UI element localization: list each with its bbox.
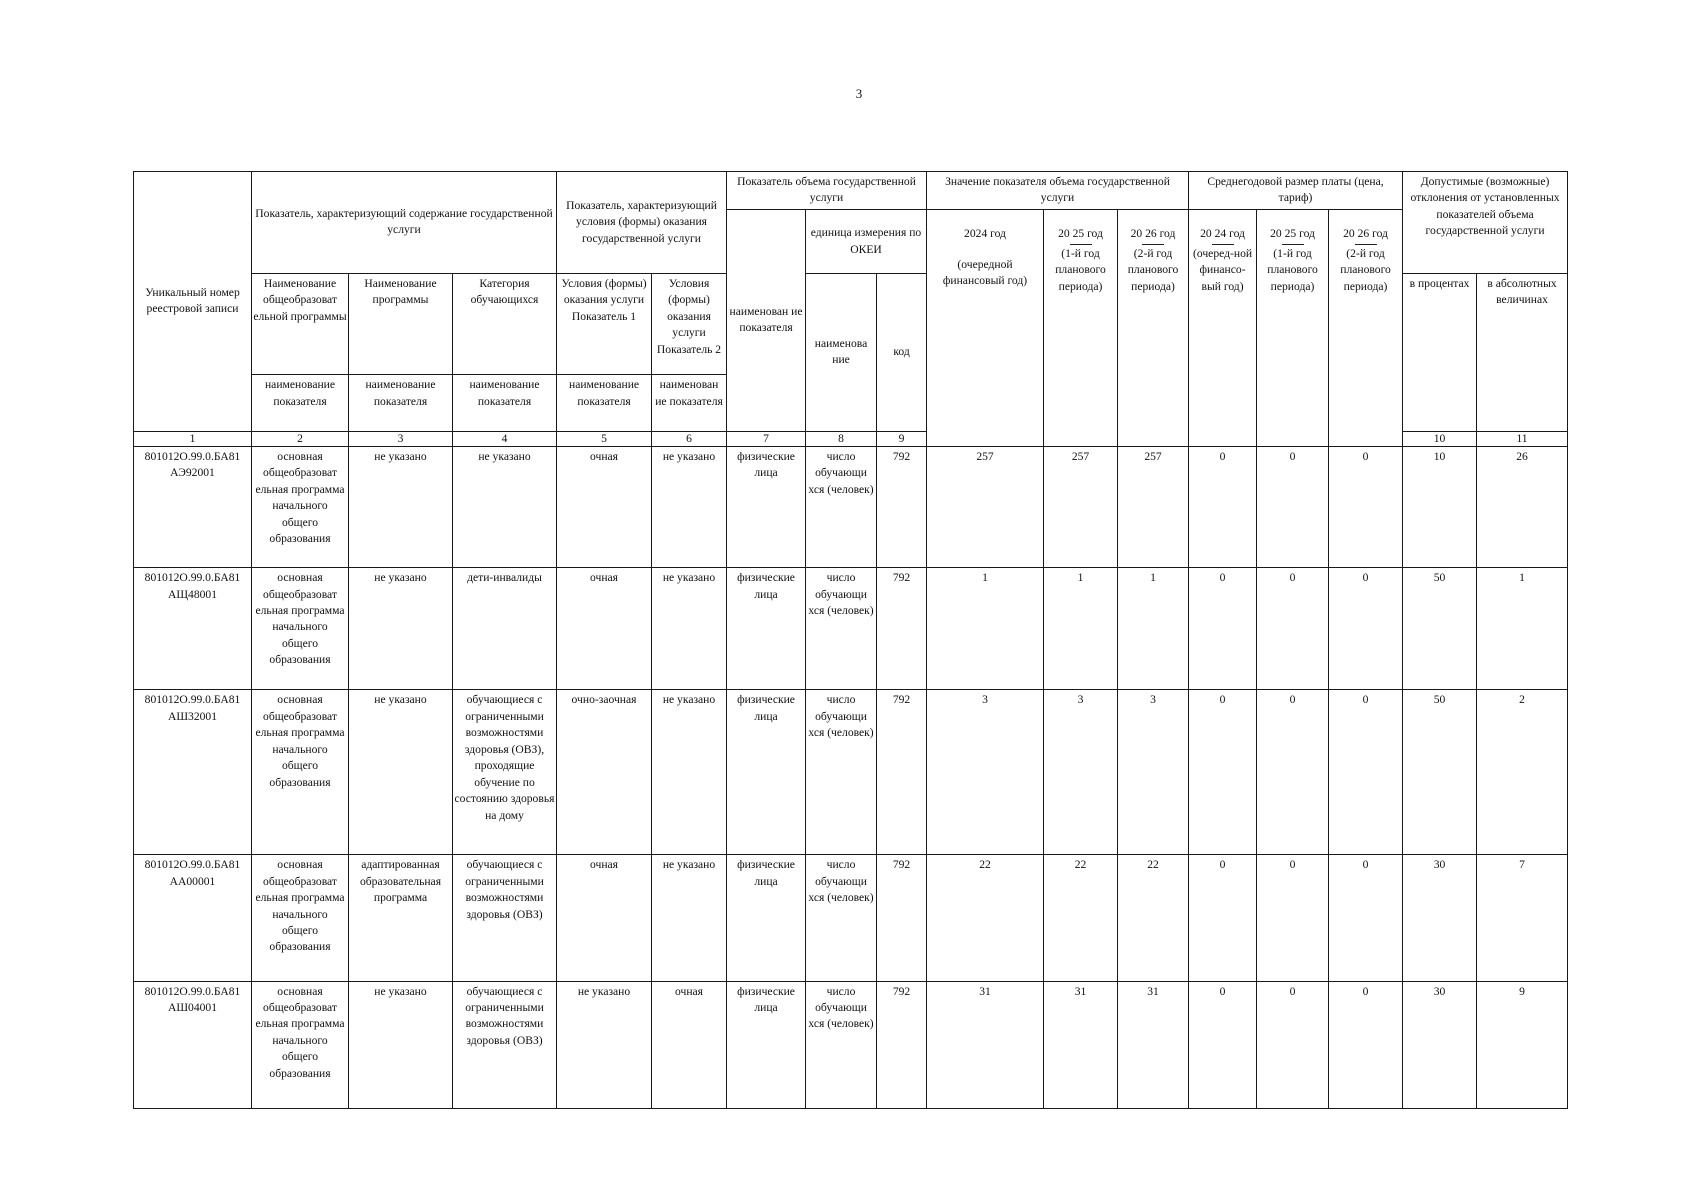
row-f2026: 0: [1329, 690, 1403, 855]
header-ind-name-2: наименование показателя: [349, 375, 453, 432]
header-fee-2024: [1189, 210, 1257, 447]
table-row: [134, 568, 1568, 690]
row-dev-abs: 7: [1477, 855, 1568, 981]
col-num-11: 11: [1477, 431, 1568, 446]
row-unit: число обучающи хся (человек): [806, 690, 877, 855]
header-indicator-name: наименован ие показателя: [727, 210, 806, 431]
table-row: [134, 446, 1568, 567]
row-f2024: 0: [1189, 981, 1257, 1108]
row-v2024: 257: [927, 446, 1044, 567]
row-f2024: 0: [1189, 690, 1257, 855]
row-f2025: 0: [1257, 446, 1329, 567]
row-f2026: 0: [1329, 981, 1403, 1108]
row-f2024: 0: [1189, 568, 1257, 690]
page-number: 3: [855, 86, 863, 101]
row-v2026: 1: [1118, 568, 1189, 690]
year-2024-label: 2024 год: [964, 227, 1006, 241]
row-f2025: 0: [1257, 855, 1329, 981]
row-code: 792: [877, 855, 927, 981]
fee-2025-sub: (1-й год планового периода): [1267, 246, 1318, 293]
row-category: не указано: [453, 446, 557, 567]
col-num-4: 4: [453, 431, 557, 446]
row-v2024: 22: [927, 855, 1044, 981]
row-cond1: очная: [557, 855, 652, 981]
header-program-name: Наименование общеобразоват ельной программы: [252, 273, 349, 374]
row-unit: число обучающи хся (человек): [806, 446, 877, 567]
col-num-2: 2: [252, 431, 349, 446]
row-f2025: 0: [1257, 690, 1329, 855]
row-f2025: 0: [1257, 568, 1329, 690]
header-category: Категория обучающихся: [453, 273, 557, 374]
row-unit: число обучающи хся (человек): [806, 981, 877, 1108]
row-category: обучающиеся с ограниченными возможностями здоровья (ОВЗ), проходящие обучение по состоянию здоровья на дому: [453, 690, 557, 855]
header-unique-number: Уникальный номер реестровой записи: [134, 172, 252, 432]
row-category: обучающиеся с ограниченными возможностями здоровья (ОВЗ): [453, 981, 557, 1108]
col-num-8: 8: [806, 431, 877, 446]
header-fee-2025: [1257, 210, 1329, 447]
row-program-name: основная общеобразоват ельная программа начального общего образования: [252, 855, 349, 981]
row-indicator: физические лица: [727, 568, 806, 690]
header-unit-name: наименова ние: [806, 273, 877, 431]
header-unit-code: код: [877, 273, 927, 431]
col-num-9: 9: [877, 431, 927, 446]
header-avg-fee: Среднегодовой размер платы (цена, тариф): [1189, 172, 1403, 210]
row-dev-abs: 9: [1477, 981, 1568, 1108]
row-f2024: 0: [1189, 446, 1257, 567]
row-id: 801012О.99.0.БА81 АА00001: [134, 855, 252, 981]
service-volume-table: [133, 171, 1568, 1109]
fee-2024-label: 20 24 год: [1200, 227, 1245, 241]
row-cond2: не указано: [652, 568, 727, 690]
row-cond2: не указано: [652, 446, 727, 567]
table-row: [134, 981, 1568, 1108]
row-category: дети-инвалиды: [453, 568, 557, 690]
table-row: [134, 690, 1568, 855]
header-in-absolute: в абсолютных величинах: [1477, 273, 1568, 431]
row-unit: число обучающи хся (человек): [806, 568, 877, 690]
row-category: обучающиеся с ограниченными возможностями здоровья (ОВЗ): [453, 855, 557, 981]
row-cond1: очно-заочная: [557, 690, 652, 855]
header-unit-okei: единица измерения по ОКЕИ: [806, 210, 927, 274]
row-id: 801012О.99.0.БА81 АЭ92001: [134, 446, 252, 567]
header-cond2: Условия (формы) оказания услуги Показатель 2: [652, 273, 727, 374]
col-num-7: 7: [727, 431, 806, 446]
row-cond2: не указано: [652, 855, 727, 981]
row-dev-pct: 10: [1403, 446, 1477, 567]
row-indicator: физические лица: [727, 446, 806, 567]
row-dev-abs: 1: [1477, 568, 1568, 690]
row-v2026: 31: [1118, 981, 1189, 1108]
row-v2025: 31: [1044, 981, 1118, 1108]
header-content-indicator: Показатель, характеризующий содержание государственной услуги: [252, 172, 557, 274]
header-year-2025: [1044, 210, 1118, 447]
row-cond2: не указано: [652, 690, 727, 855]
col-num-3: 3: [349, 431, 453, 446]
row-v2024: 3: [927, 690, 1044, 855]
year-2026-sub: (2-й год планового периода): [1127, 246, 1179, 293]
fee-2026-label: 20 26 год: [1343, 227, 1388, 241]
row-program-name: основная общеобразоват ельная программа начального общего образования: [252, 446, 349, 567]
row-cond1: очная: [557, 568, 652, 690]
row-program: не указано: [349, 690, 453, 855]
row-cond1: очная: [557, 446, 652, 567]
row-id: 801012О.99.0.БА81 АЩ48001: [134, 568, 252, 690]
row-f2025: 0: [1257, 981, 1329, 1108]
col-num-10: 10: [1403, 431, 1477, 446]
row-program-name: основная общеобразоват ельная программа начального общего образования: [252, 690, 349, 855]
header-volume-indicator: Показатель объема государственной услуги: [727, 172, 927, 210]
header-fee-2026: [1329, 210, 1403, 447]
year-2025-label: 20 25 год: [1058, 227, 1103, 241]
header-year-2026: [1118, 210, 1189, 447]
row-program: не указано: [349, 568, 453, 690]
header-year-2024: [927, 210, 1044, 447]
row-v2025: 3: [1044, 690, 1118, 855]
row-dev-pct: 30: [1403, 855, 1477, 981]
row-dev-pct: 50: [1403, 568, 1477, 690]
header-ind-name-1: наименование показателя: [252, 375, 349, 432]
col-num-6: 6: [652, 431, 727, 446]
year-2025-sub: (1-й год планового периода): [1055, 246, 1106, 293]
row-dev-abs: 26: [1477, 446, 1568, 567]
header-ind-name-5: наименован ие показателя: [652, 375, 727, 432]
row-v2024: 1: [927, 568, 1044, 690]
row-program-name: основная общеобразоват ельная программа начального общего образования: [252, 981, 349, 1108]
row-v2025: 1: [1044, 568, 1118, 690]
row-program: не указано: [349, 446, 453, 567]
header-cond1: Условия (формы) оказания услуги Показатель 1: [557, 273, 652, 374]
row-indicator: физические лица: [727, 981, 806, 1108]
row-dev-pct: 50: [1403, 690, 1477, 855]
row-code: 792: [877, 568, 927, 690]
table-row: [134, 855, 1568, 981]
row-dev-pct: 30: [1403, 981, 1477, 1108]
row-code: 792: [877, 981, 927, 1108]
fee-2024-sub: (очеред-ной финансо-вый год): [1192, 246, 1253, 293]
row-id: 801012О.99.0.БА81 АШ04001: [134, 981, 252, 1108]
header-deviation: Допустимые (возможные) отклонения от установленных показателей объема государственной услуги: [1403, 172, 1568, 274]
row-id: 801012О.99.0.БА81 АШ32001: [134, 690, 252, 855]
header-program: Наименование программы: [349, 273, 453, 374]
row-code: 792: [877, 690, 927, 855]
row-f2026: 0: [1329, 855, 1403, 981]
row-indicator: физические лица: [727, 690, 806, 855]
fee-2026-sub: (2-й год планового периода): [1340, 246, 1391, 293]
year-2026-label: 20 26 год: [1130, 227, 1176, 241]
row-v2026: 3: [1118, 690, 1189, 855]
col-num-5: 5: [557, 431, 652, 446]
row-unit: число обучающи хся (человек): [806, 855, 877, 981]
row-program-name: основная общеобразоват ельная программа начального общего образования: [252, 568, 349, 690]
row-v2025: 22: [1044, 855, 1118, 981]
header-volume-value: Значение показателя объема государственной услуги: [927, 172, 1189, 210]
row-dev-abs: 2: [1477, 690, 1568, 855]
row-program: адаптированная образовательная программа: [349, 855, 453, 981]
row-program: не указано: [349, 981, 453, 1108]
header-in-percent: в процентах: [1403, 273, 1477, 431]
row-f2026: 0: [1329, 568, 1403, 690]
row-cond2: очная: [652, 981, 727, 1108]
row-v2026: 257: [1118, 446, 1189, 567]
row-indicator: физические лица: [727, 855, 806, 981]
row-v2026: 22: [1118, 855, 1189, 981]
fee-2025-label: 20 25 год: [1270, 227, 1315, 241]
row-f2024: 0: [1189, 855, 1257, 981]
row-f2026: 0: [1329, 446, 1403, 567]
row-cond1: не указано: [557, 981, 652, 1108]
header-ind-name-3: наименование показателя: [453, 375, 557, 432]
col-num-1: 1: [134, 431, 252, 446]
header-conditions-indicator: Показатель, характеризующий условия (формы) оказания государственной услуги: [557, 172, 727, 274]
row-code: 792: [877, 446, 927, 567]
row-v2024: 31: [927, 981, 1044, 1108]
header-ind-name-4: наименование показателя: [557, 375, 652, 432]
year-2024-sub: (очередной финансовый год): [942, 257, 1028, 288]
row-v2025: 257: [1044, 446, 1118, 567]
